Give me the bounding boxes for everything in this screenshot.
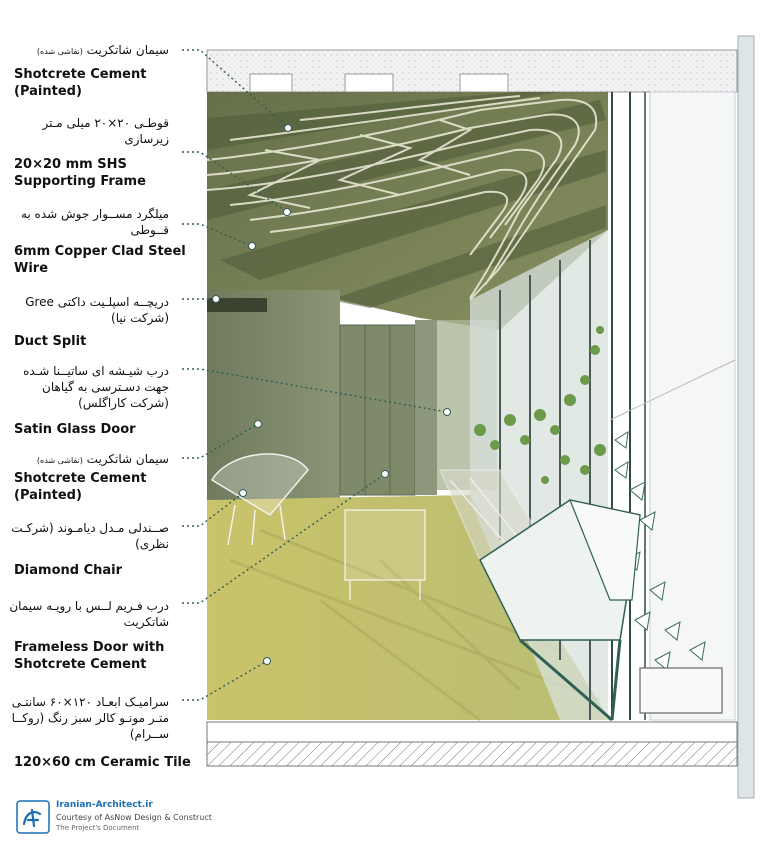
callout-9-fa: سرامیـک ابعـاد ۱۲۰×۶۰ سانتـی متـر مونـو کالر سبز رنگ (روکــا ســرام): [11, 695, 169, 741]
callout-4-en: Duct Split: [14, 334, 87, 349]
planter: [640, 668, 722, 713]
callout-4-fa: دریچــه اسپلـیت داکتی Gree (شرکت نیا): [25, 295, 169, 325]
callout-6-fa-note: (نقاشی شده): [36, 456, 83, 465]
satin-glass-door: [415, 320, 437, 495]
floor-slab: [207, 722, 737, 766]
callout-3-fa: میلگرد مســوار جوش شده به قــوطی: [20, 207, 169, 237]
callout-2-fa: قوطـی ۲۰×۲۰ میلی مـتر زیرسازی: [42, 116, 169, 146]
callout-3-en: 6mm Copper Clad Steel Wire: [14, 244, 186, 276]
side-column: [738, 36, 754, 798]
callout-1-fa: [1, 42, 169, 60]
callout-5-en: Satin Glass Door: [14, 422, 136, 437]
callout-1-fa-note: (نقاشی شده): [36, 47, 83, 56]
callout-2-en: 20×20 mm SHS Supporting Frame: [14, 157, 146, 189]
callout-7-fa: صــندلی مـدل دیامـوند (شرکـت نظری): [11, 521, 169, 551]
callout-6-fa: [1, 451, 169, 469]
callout-6-en: Shotcrete Cement (Painted): [14, 471, 147, 503]
logo-icon: [16, 800, 50, 834]
callout-8-en: Frameless Door with Shotcrete Cement: [14, 640, 165, 672]
callout-6-fa-text: سیمان شاتکریت: [86, 452, 169, 466]
credits-site[interactable]: Iranian-Architect.ir: [56, 800, 153, 810]
callout-1-en: Shotcrete Cement (Painted): [14, 67, 147, 99]
callout-5-fa: درب شیـشه ای ساتیــنا شـده جهت دسـترسی به گیاهان (شرکت کاراگلس): [23, 364, 169, 410]
frameless-door: [340, 325, 415, 495]
credits: [16, 800, 236, 840]
credits-document: The Project's Document: [56, 824, 140, 832]
credits-courtesy: Courtesy of AsNow Design & Construct: [56, 813, 212, 822]
callout-9-en: 120×60 cm Ceramic Tile: [14, 755, 191, 770]
callout-1-fa-text: سیمان شاتکریت: [86, 43, 169, 57]
roof-slab: [207, 50, 737, 92]
callout-labels: [0, 0, 205, 853]
callout-7-en: Diamond Chair: [14, 563, 123, 578]
callout-8-fa: درب فـریم لــس با رویـه سیمان شاتکریت: [9, 599, 169, 629]
